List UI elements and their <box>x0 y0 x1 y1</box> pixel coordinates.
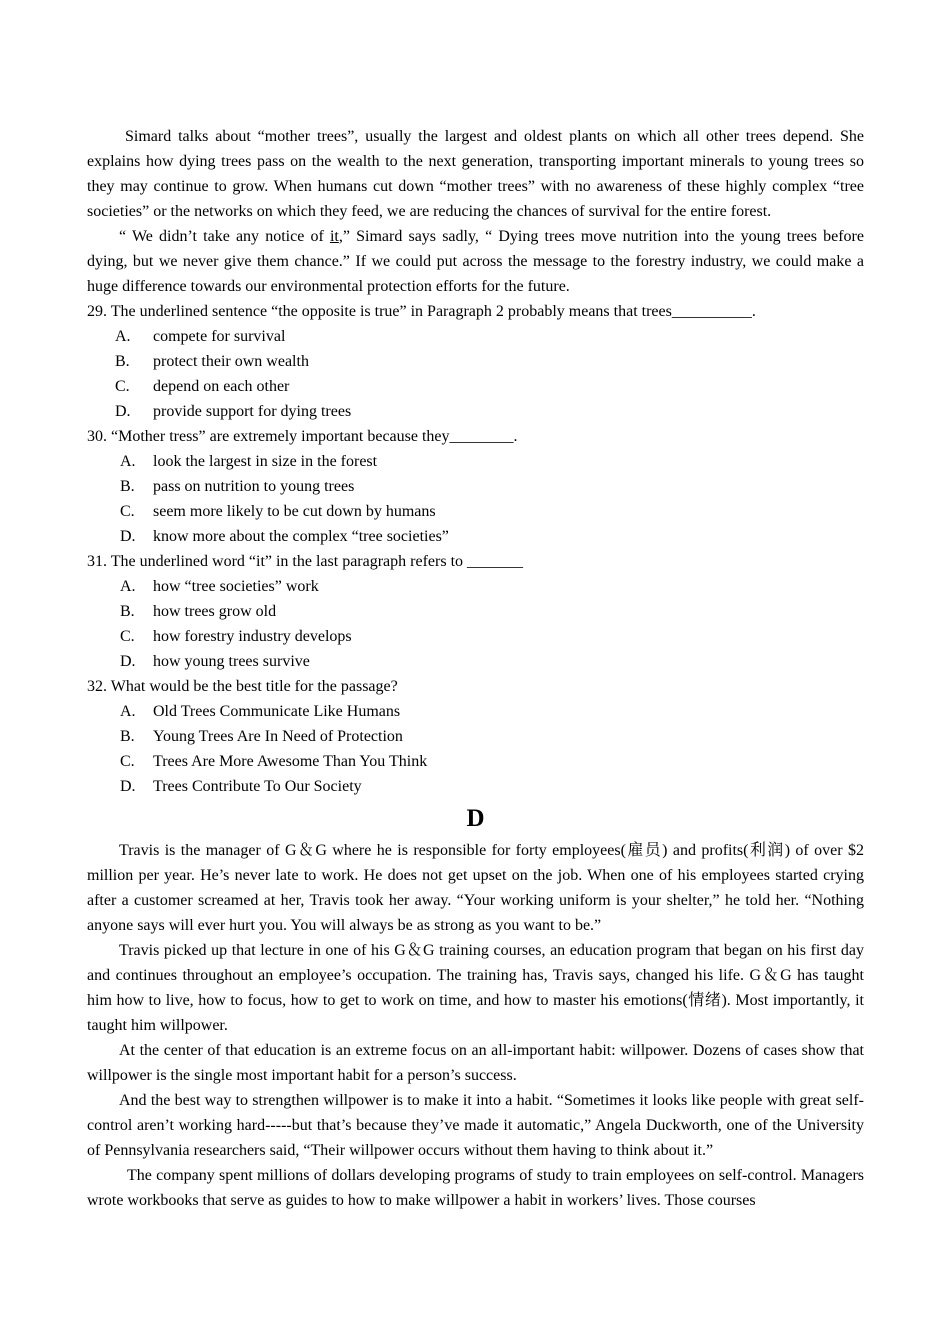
option-text: how trees grow old <box>153 603 277 620</box>
question-29-option-c <box>87 374 864 399</box>
question-32-option-d <box>87 774 864 799</box>
question-30-option-c <box>87 499 864 524</box>
question-32-stem: 32. What would be the best title for the passage? <box>87 678 398 695</box>
option-letter: C. <box>120 503 135 520</box>
paragraph-2-start: “ We didn’t take any notice of <box>119 228 330 245</box>
option-letter: B. <box>120 478 135 495</box>
option-letter: A. <box>120 578 136 595</box>
option-letter: D. <box>120 653 136 670</box>
passage-c-paragraph-1: Simard talks about “mother trees”, usually the largest and oldest plants on which all other trees depend. She explains how dying trees pass on the wealth to the next generation, transporting important minerals to young trees so they may continue to grow. When humans cut down “mother trees” with no awareness of these highly complex “tree societies” or the networks on which they feed, we are reducing the chances of survival for the entire forest. <box>87 128 864 220</box>
question-29-option-d <box>87 399 864 424</box>
option-letter: B. <box>120 603 135 620</box>
question-31-option-a <box>87 574 864 599</box>
option-letter: D. <box>120 528 136 545</box>
section-d-paragraph-3: At the center of that education is an extreme focus on an all-important habit: willpower. Dozens of cases show that willpower is the single most important habit for a person’s success. <box>87 1042 864 1084</box>
option-letter: A. <box>115 328 131 345</box>
option-text: pass on nutrition to young trees <box>153 478 355 495</box>
question-31-option-b <box>87 599 864 624</box>
question-31-option-c <box>87 624 864 649</box>
option-text: how “tree societies” work <box>153 578 319 595</box>
question-29-stem: 29. The underlined sentence “the opposite is true” in Paragraph 2 probably means that trees__________. <box>87 303 756 320</box>
option-text: protect their own wealth <box>153 353 309 370</box>
section-d-heading: D <box>466 805 485 832</box>
option-text: how forestry industry develops <box>153 628 352 645</box>
section-d-paragraph-1: Travis is the manager of G＆G where he is responsible for forty employees(雇员) and profits(利润) of over $2 million per year. He’s never late to work. He does not get upset on the job. When one of his employees started crying after a customer screamed at her, Travis took her away. “Your working uniform is your shelter,” he told her. “Nothing anyone says will ever hurt you. You will always be as strong as you want to be.” <box>87 842 864 934</box>
option-text: Trees Are More Awesome Than You Think <box>153 753 428 770</box>
paragraph-2-rest: ,” Simard says sadly, “ Dying trees move nutrition into the young trees before dying, but we never give them chance.” If we could put across the message to the forestry industry, we could make a huge difference towards our environmental protection efforts for the future. <box>87 228 864 295</box>
option-text: depend on each other <box>153 378 290 395</box>
option-text: compete for survival <box>153 328 286 345</box>
option-text: Trees Contribute To Our Society <box>153 778 362 795</box>
question-30 <box>87 424 864 549</box>
option-text: look the largest in size in the forest <box>153 453 378 470</box>
question-29-option-a <box>87 324 864 349</box>
question-30-option-a <box>87 449 864 474</box>
option-letter: C. <box>115 378 130 395</box>
option-letter: A. <box>120 453 136 470</box>
option-letter: C. <box>120 753 135 770</box>
option-text: Old Trees Communicate Like Humans <box>153 703 401 720</box>
option-text: how young trees survive <box>153 653 310 670</box>
option-text: provide support for dying trees <box>153 403 352 420</box>
question-31-option-d <box>87 649 864 674</box>
passage-c-paragraph-2 <box>87 224 864 299</box>
question-31-stem: 31. The underlined word “it” in the last paragraph refers to _______ <box>87 553 524 570</box>
section-d-paragraph-2: Travis picked up that lecture in one of his G＆G training courses, an education program that began on his first day and continues throughout an employee’s occupation. The training has, Travis says, changed his life. G＆G has taught him how to live, how to focus, how to get to work on time, and how to master his emotions(情绪). Most importantly, it taught him willpower. <box>87 942 864 1034</box>
document-page <box>87 124 864 1213</box>
option-letter: D. <box>120 778 136 795</box>
question-30-option-b <box>87 474 864 499</box>
question-32-option-b <box>87 724 864 749</box>
option-letter: C. <box>120 628 135 645</box>
question-30-stem: 30. “Mother tress” are extremely important because they________. <box>87 428 518 445</box>
question-29 <box>87 299 864 424</box>
section-d-paragraph-4: And the best way to strengthen willpower is to make it into a habit. “Sometimes it looks like people with great self-control aren’t working hard-----but that’s because they’ve made it automatic,” Angela Duckworth, one of the University of Pennsylvania researchers said, “Their willpower occurs without them having to think about it.” <box>87 1092 864 1159</box>
question-29-option-b <box>87 349 864 374</box>
option-text: Young Trees Are In Need of Protection <box>153 728 403 745</box>
option-letter: A. <box>120 703 136 720</box>
question-32-option-a <box>87 699 864 724</box>
option-letter: B. <box>120 728 135 745</box>
option-text: know more about the complex “tree societies” <box>153 528 449 545</box>
option-letter: D. <box>115 403 131 420</box>
underlined-word-it: it <box>329 228 339 245</box>
option-letter: B. <box>115 353 130 370</box>
option-text: seem more likely to be cut down by humans <box>153 503 436 520</box>
section-d-paragraph-5: The company spent millions of dollars developing programs of study to train employees on self-control. Managers wrote workbooks that serve as guides to how to make willpower a habit in workers’ lives. Those courses <box>87 1167 864 1209</box>
question-32-option-c <box>87 749 864 774</box>
question-32 <box>87 674 864 799</box>
question-30-option-d <box>87 524 864 549</box>
question-31 <box>87 549 864 674</box>
